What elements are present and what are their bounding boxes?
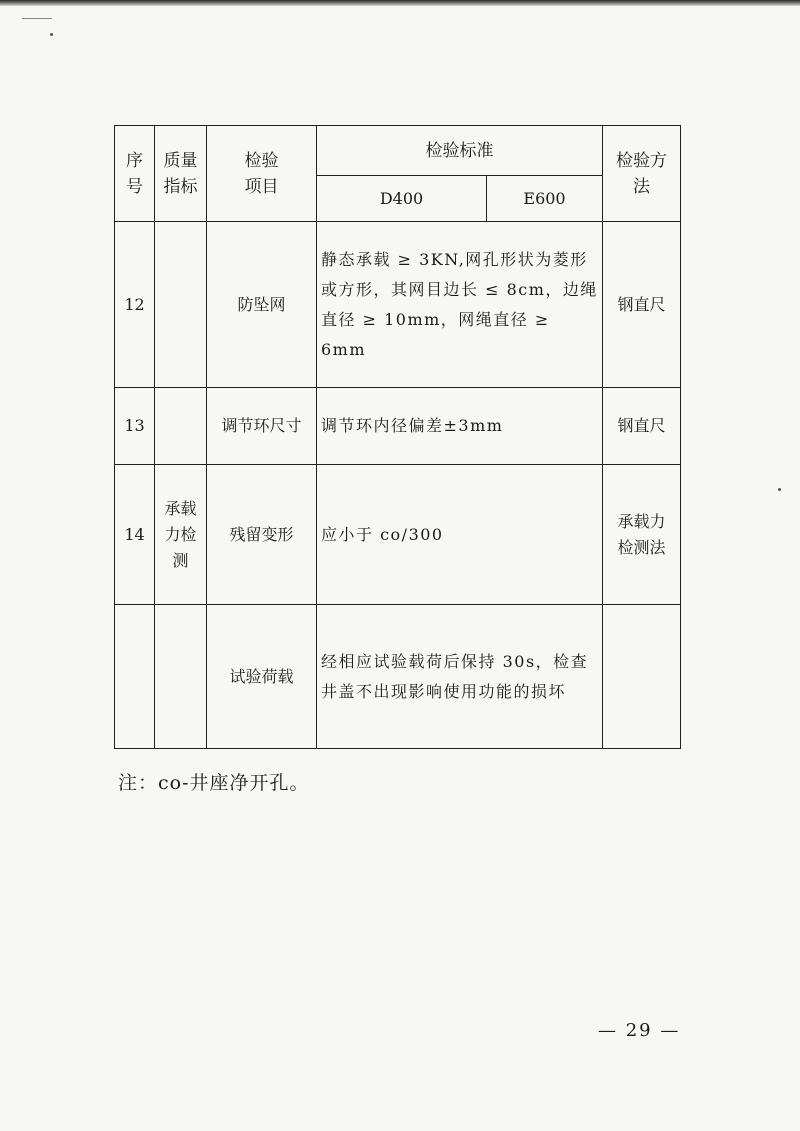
row-standard: 经相应试验载荷后保持 30s，检查井盖不出现影响使用功能的损坏 (317, 605, 603, 749)
row-item: 防坠网 (207, 222, 317, 388)
header-e600: E600 (487, 176, 603, 222)
row-standard: 应小于 co/300 (317, 465, 603, 605)
table-row (115, 222, 681, 388)
header-d400: D400 (317, 176, 487, 222)
row-seq: 13 (115, 388, 155, 465)
table-row (115, 605, 681, 749)
table-row (115, 465, 681, 605)
row-method: 钢直尺 (603, 388, 681, 465)
header-inspection-item: 检验 项目 (207, 126, 317, 222)
table-note: 注：co-井座净开孔。 (118, 772, 310, 794)
row-standard: 静态承载 ≥ 3KN,网孔形状为菱形或方形，其网目边长 ≤ 8cm，边绳直径 ≥ 10mm，网绳直径 ≥ 6mm (317, 222, 603, 388)
row-quality: 承载 力检 测 (155, 465, 207, 605)
scan-top-edge (0, 0, 800, 6)
row-method: 钢直尺 (603, 222, 681, 388)
row-seq: 12 (115, 222, 155, 388)
header-inspection-method: 检验方 法 (603, 126, 681, 222)
row-method: 承载力 检测法 (603, 465, 681, 605)
row-method (603, 605, 681, 749)
page-number: — 29 — (598, 1020, 681, 1041)
row-seq: 14 (115, 465, 155, 605)
row-quality (155, 222, 207, 388)
row-standard: 调节环内径偏差±3mm (317, 388, 603, 465)
header-inspection-standard: 检验标准 (317, 126, 603, 176)
row-item: 残留变形 (207, 465, 317, 605)
header-seq: 序 号 (115, 126, 155, 222)
scan-speck (50, 33, 53, 36)
inspection-table (114, 125, 681, 749)
header-quality-indicator: 质量 指标 (155, 126, 207, 222)
scan-speck (778, 488, 781, 491)
row-quality (155, 605, 207, 749)
row-quality (155, 388, 207, 465)
table-row (115, 388, 681, 465)
row-item: 调节环尺寸 (207, 388, 317, 465)
scan-mark (22, 18, 52, 19)
row-item: 试验荷载 (207, 605, 317, 749)
row-seq (115, 605, 155, 749)
